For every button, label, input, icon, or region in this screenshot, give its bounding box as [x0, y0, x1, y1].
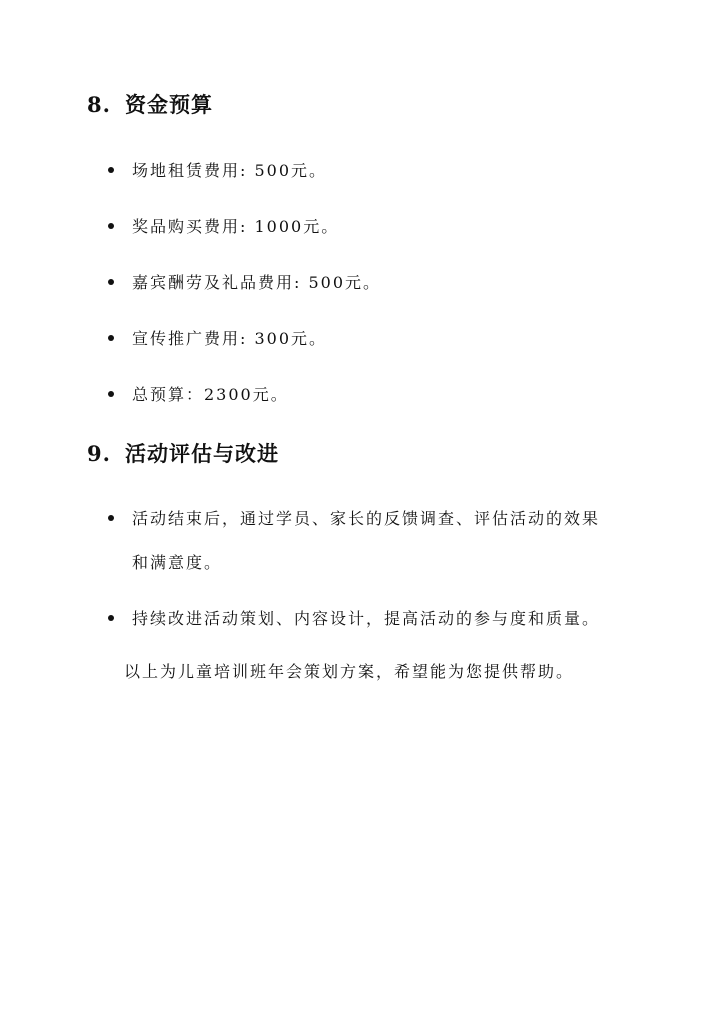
- section-title: 活动评估与改进: [125, 441, 279, 466]
- bullet-icon: [108, 223, 114, 229]
- list-item-text-continued: 和满意度。: [132, 553, 223, 572]
- section-number: 8.: [87, 92, 111, 117]
- bullet-icon: [108, 515, 114, 521]
- section-title: 资金预算: [125, 92, 213, 117]
- section-heading-9: [87, 438, 279, 468]
- bullet-icon: [108, 279, 114, 285]
- list-item-text: 奖品购买费用: 1000元。: [132, 217, 340, 236]
- list-item: [108, 606, 600, 629]
- closing-paragraph: 以上为儿童培训班年会策划方案，希望能为您提供帮助。: [124, 662, 575, 681]
- list-item: [108, 326, 327, 349]
- list-item-text: 活动结束后，通过学员、家长的反馈调查、评估活动的效果: [132, 509, 601, 528]
- bullet-icon: [108, 391, 114, 397]
- list-item-text: 场地租赁费用: 500元。: [132, 161, 328, 180]
- list-item-text: 嘉宾酬劳及礼品费用: 500元。: [132, 273, 382, 292]
- bullet-icon: [108, 335, 114, 341]
- section-heading-8: [87, 89, 213, 119]
- bullet-icon: [108, 615, 114, 621]
- list-item-text: 宣传推广费用: 300元。: [132, 329, 328, 348]
- list-item: [108, 158, 327, 181]
- bullet-icon: [108, 167, 114, 173]
- list-item-text: 持续改进活动策划、内容设计，提高活动的参与度和质量。: [132, 609, 601, 628]
- list-item-text: 总预算：2300元。: [132, 385, 289, 404]
- list-item: [108, 506, 600, 573]
- list-item: [108, 214, 339, 237]
- list-item: [108, 270, 381, 293]
- list-item: [108, 382, 289, 405]
- section-number: 9.: [87, 441, 111, 466]
